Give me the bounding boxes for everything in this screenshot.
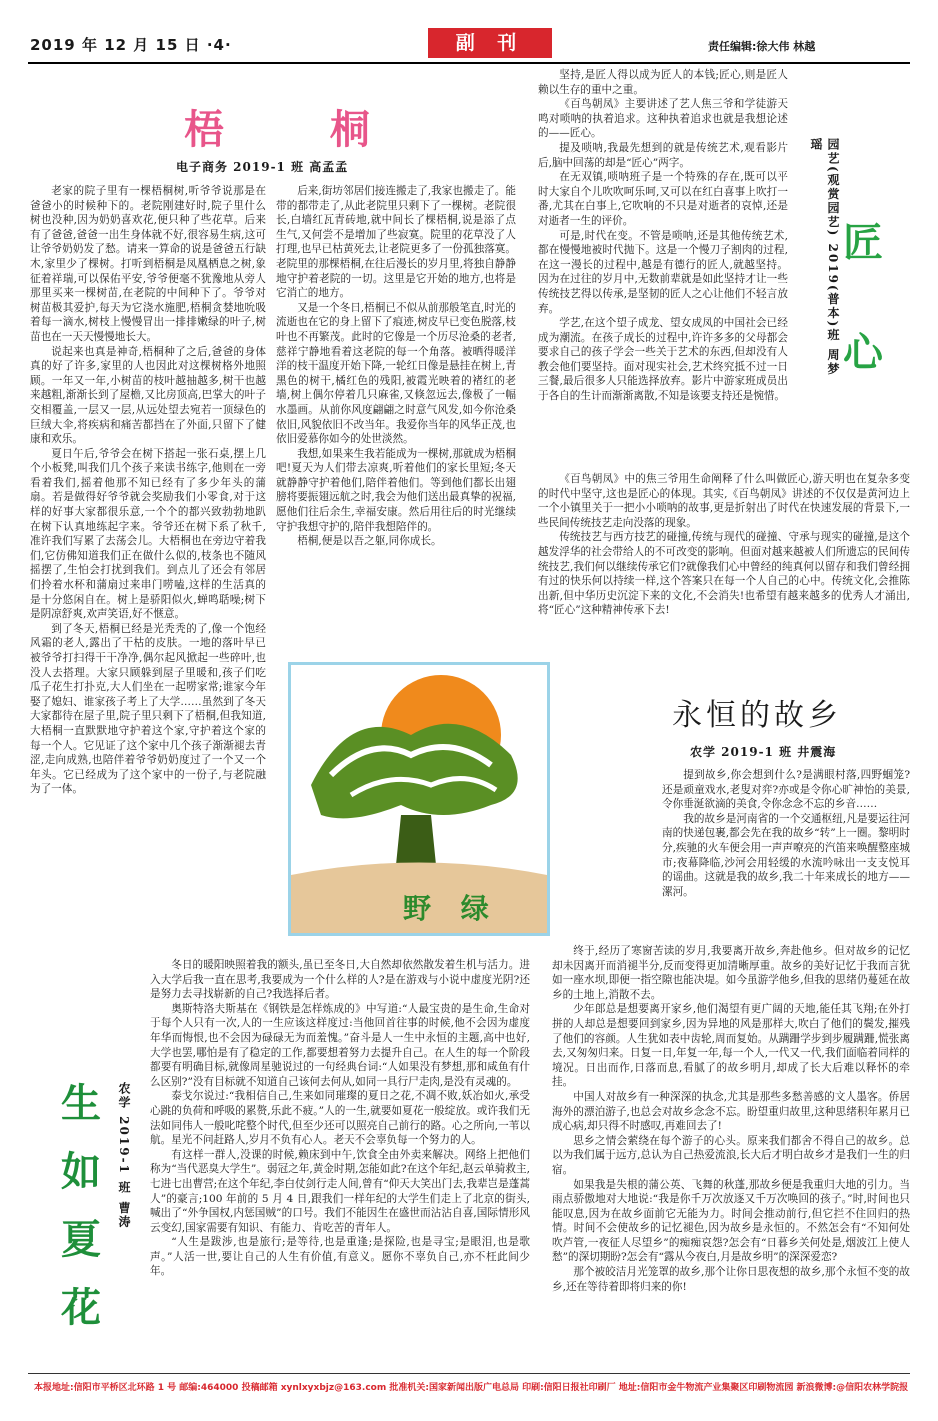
paragraph: 在无双镇,唢呐班子是一个特殊的存在,既可以平时大家自个儿吹吹呵乐呵,又可以在红白喜事上吹打一番,尤其在白事上,它吹响的不只是对逝者的哀悼,还是对逝者一生的评价。 [538,171,788,227]
paragraph: 梧桐,便是以吾之躯,同你成长。 [297,535,442,548]
paragraph: 那个被皎洁月光笼罩的故乡,那个让你日思夜想的故乡,那个永恒不变的故乡,还在等待着即将归来的你! [552,1266,910,1293]
paragraph: 中国人对故乡有一种深深的执念,尤其是那些多愁善感的文人墨客。侨居海外的漂泊游子,也总会对故乡念念不忘。盼望重归故里,这种思绪积年累月已成心病,却只得不时感叹,再难回去了! [552,1090,910,1133]
paragraph: 学艺,在这个望子成龙、望女成凤的中国社会已经成为潮流。在孩子成长的过程中,许许多多的父母都会要求自己的孩子学会一些关于艺术的东西,但却没有人教会他们要坚持。面对现实社会,艺术终究抵不过一日三餐,最后很多人只能选择放弃。影片中游家班成员出于各自的生计而渐渐离散,不知是该要支持还是惋惜。 [538,317,788,403]
footer-rule [28,1373,910,1374]
paragraph: 泰戈尔说过:“我相信自己,生来如同璀璨的夏日之花,不凋不败,妖冶如火,承受心跳的负荷和呼吸的累赘,乐此不疲。”人的一生,就要如夏花一般绽放。或许我们无法如同伟人一般叱咤整个时代,但至少还可以照亮自己前行的路。心之所向,一苇以航。星光不问赶路人,岁月不负有心人。老天不会辜负每一个努力的人。 [150,1090,530,1147]
illustration-caption: 野 绿 [403,892,499,925]
paragraph: 到了冬天,梧桐已经是光秃秃的了,像一个饱经风霜的老人,露出了干枯的皮肤。一地的落叶早已被爷爷打扫得干干净净,偶尔起风掀起一些碎叶,也没人去搭理。大家只顾躲到屋子里暖和,孩子们吃瓜子花生打扑克,大人们坐在一起唠家常;谁家今年娶了媳妇、谁家孩子考上了大学……虽然到了冬天大家都待在屋子里,院子里只剩下了梧桐,但我知道,大梧桐一直默默地守护着这个家,守护着这个家的每一个人。它见证了这个家中几个孩子渐渐褪去青涩,走向成熟,也陪伴着爷爷奶奶度过了一个又一个年头。它已经成为了这个家中的一份子,与老院融为了一体。 [30,622,266,796]
article-xiahua-body [150,958,530,1279]
footer-info: 本报地址:信阳市平桥区北环路 1 号 邮编:464000 投稿邮箱 xynlxyxbjz@163.com 批准机关:国家新闻出版广电总局 印刷:信阳日报社印刷厂 地址:信阳市金牛物流产业集聚区印刷物流园 新浪微博:@信阳农林学院报 [34,1383,909,1393]
article-jiangxin-byline: 园艺(观赏园艺) 2019(普本)班 周梦瑶 [809,138,840,377]
article-guxiang-top [662,768,910,899]
paragraph: 我想,如果来生我若能成为一棵树,那就成为梧桐吧!夏天为人们带去凉爽,听着他们的家长里短;冬天就静静守护着他们,陪伴着他们。等到他们都长出翅膀将要振翅远航之时,我会为他们送出最真挚的祝福,愿他们往后余生,幸福安康。然后用往后的时光继续守护我想守护的,陪伴我想陪伴的。 [276,447,516,533]
article-wutong-col1 [30,184,266,797]
paragraph: 《百鸟朝凤》中的焦三爷用生命阐释了什么叫做匠心,游天明也在复杂多变的时代中坚守,这也是匠心的体现。其实,《百鸟朝凤》讲述的不仅仅是黄河边上一个小镇里关于一把小小唢呐的故事,更是折射出了时代在快速发展的背景下,一些民间传统技艺走向没落的现象。 [538,473,910,529]
paragraph: 终于,经历了寒窗苦读的岁月,我要离开故乡,奔赴他乡。但对故乡的记忆却未因离开而消褪半分,反而变得更加清晰厚重。故乡的美好记忆于我而言犹如一座水坝,即便一指空隙也能决堤。如今虽游学他乡,但我的思绪仍蔓延在故乡的土地上,消散不去。 [552,945,910,1001]
paragraph: 少年郎总是想要离开家乡,他们渴望有更广阔的天地,能任其飞翔;在外打拼的人却总是想要回到家乡,因为异地的风是那样大,吹白了他们的鬓发,摧残了他们的容颜。人生犹如表中齿轮,周而复始。从蹒跚学步到步履蹒跚,慌张离去,又匆匆归来。日复一日,年复一年,每一个人,一代又一代,我们面临着同样的境况。日出而作,日落而息,看腻了的故乡明月,却成了长大后难以释怀的牵挂。 [552,1003,910,1089]
paragraph: 《百鸟朝凤》主要讲述了艺人焦三爷和学徒游天鸣对唢呐的执着追求。这种执着追求也就是我想论述的——匠心。 [538,98,788,140]
article-wutong-title: 梧 桐 [184,107,416,153]
article-wutong-byline: 电子商务 2019-1 班 高孟孟 [176,160,349,174]
paragraph: 老家的院子里有一棵梧桐树,听爷爷说那是在爸爸小的时候种下的。老院刚建好时,院子里什么树也没种,因为奶奶喜欢花,便只种了些花草。后来有了爸爸,爸爸一出生身体就不好,很容易生病,这可让爷爷奶奶发了愁。请来一算命的说是爸爸五行缺木,家里少了棵树。打听到梧桐是凤凰栖息之树,象征着祥瑞,可以保佑平安,爷爷便毫不犹豫地从旁人那里买来一棵树苗,在老院的中间种下了。爷爷对树苗极其爱护,每天为它浇水施肥,梧桐贪婪地吮吸着每一滴水,树枝上慢慢冒出一排排嫩绿的叶子,树苗也在一天天慢慢地长大。 [30,185,266,343]
paragraph: 思乡之情会萦绕在每个游子的心头。原来我们都舍不得自己的故乡。总以为我们属于远方,总认为自己热爱流浪,长大后才明白故乡才是我们一生的归宿。 [552,1134,910,1176]
paragraph: 冬日的暖阳映照着我的额头,虽已至冬日,大自然却依然散发着生机与活力。进入大学后我一直在思考,我要成为一个什么样的人?是在游戏与小说中虚度光阴?还是努力去寻找崭新的自己?我选择后者。 [150,959,530,1001]
article-guxiang-title: 永恒的故乡 [672,698,842,733]
paragraph: 如果我是失根的蒲公英、飞舞的秋蓬,那故乡便是我重归大地的引力。当雨点骄傲地对大地说:“我是你千万次放逐又千万次唤回的孩子。”时,时间也只能叹息,因为在故乡面前它无能为力。时间会推动前行,但它拦不住回归的热情。时间不会使故乡的记忆褪色,因为故乡是永恒的。不然怎会有“不知何处吹芦管,一夜征人尽望乡”的痴痴哀怨?怎会有“日暮乡关何处是,烟波江上使人愁”的深切期盼?怎会有“露从今夜白,月是故乡明”的深深爱恋? [552,1178,910,1264]
article-jiangxin-top [538,68,788,404]
paragraph: 提及唢呐,我最先想到的就是传统艺术,观看影片后,脑中回荡的却是“匠心”两字。 [538,141,788,169]
article-guxiang-wide [552,944,910,1294]
section-title: 副 刊 [428,28,552,58]
article-jiangxin-wide [538,472,910,618]
article-wutong-col2 [276,184,516,549]
header-rule [28,62,910,64]
paragraph: 后来,街坊邻居们接连搬走了,我家也搬走了。能带的都带走了,从此老院里只剩下了一棵树。老院很长,白墙红瓦青砖地,就中间长了棵梧桐,说是添了点生气,又何尝不是增加了些寂寞。院里的花草没了人打理,也早已枯黄死去,让老院更多了一份孤独落寞。老院里的那棵梧桐,在往后漫长的岁月里,将独自静静地守护着老院的一切。这里是它开始的地方,也将是它消亡的地方。 [276,185,516,300]
paragraph: 又是一个冬日,梧桐已不似从前那般笔直,时光的流逝也在它的身上留下了痕迹,树皮早已变色脱落,枝叶也不再繁茂。此时的它像是一个历尽沧桑的老者,慈祥宁静地看着这老院的每一个角落。被晒得暖洋洋的枝干温度开始下降,一轮红日像是悬挂在树上,青黑色的树干,橘红色的残阳,被霞光映着的褚红的老墙,树上偶尔停着几只麻雀,又倏忽远去,像极了一幅水墨画。从前你风度翩翩之时意气风发,如今你沧桑依旧,风貌依旧不改当年。我爱你当年的风华正茂,也依旧爱慕你如今的处世淡然。 [276,301,516,446]
paragraph: “人生是跋涉,也是旅行;是等待,也是重逢;是探险,也是寻宝;是眼泪,也是歌声。”人活一世,要让自己的人生有价值,有意义。愿你不辜负自己,亦不枉此间少年。 [150,1236,530,1278]
paragraph: 传统技艺与西方技艺的碰撞,传统与现代的碰撞、守承与现实的碰撞,是这个越发浮华的社会带给人的不可改变的影响。但面对越来越被人们所遗忘的民间传统技艺,我们何以继续传承它们?就像我们心中曾经的纯真何以留存和我们曾经拥有过的快乐何以持续一样,这个答案只在每一个人自己的心中。传统文化,会推陈出新,但中华历史沉淀下来的文化,不会消失!也希望有越来越多的优秀人才涌出,将“匠心”这种精神传承下去! [538,531,910,617]
article-xiahua-byline: 农学 2019-1 班 曹涛 [117,1082,131,1230]
paragraph: 提到故乡,你会想到什么?是满眼村落,四野蝈笼?还是顽童戏水,老叟对弈?亦或是令你心旷神怡的美景,令你垂涎欲滴的美食,令你念念不忘的乡音…… [662,769,910,811]
article-jiangxin-title: 匠 心 [843,220,883,376]
article-guxiang-byline: 农学 2019-1 班 井震海 [690,745,837,759]
tree-illustration [288,662,550,936]
paragraph: 奥斯特洛夫斯基在《钢铁是怎样炼成的》中写道:“人最宝贵的是生命,生命对于每个人只有一次,人的一生应该这样度过:当他回首往事的时候,他不会因为虚度年华而悔恨,也不会因为碌碌无为而羞愧。”奋斗是人一生中永恒的主题,高中也好,大学也罢,哪怕是有了稳定的工作,都要想着努力去提升自己。在人生的每一个阶段都要有明确目标,就像周星驰说过的一句经典台词:“人如果没有梦想,那和咸鱼有什么区别?”没有目标就不知道自己该何去何从,如同一具行尸走肉,是没有灵魂的。 [150,1002,530,1088]
paragraph: 我的故乡是河南省的一个交通枢纽,凡是要运往河南的快递包裹,都会先在我的故乡“转”上一圈。黎明时分,疾驰的火车便会用一声声嘹亮的汽笛来唤醒整座城市;夜幕降临,沙河会用轻缓的水流吟咏出一支支悦耳的谣曲。这就是我的故乡,我二十年来成长的地方——漯河。 [662,812,910,898]
paragraph: 有这样一群人,没课的时候,赖床到中午,饮食全由外卖来解决。网络上把他们称为“当代恶臭大学生”。弱冠之年,黄金时期,怎能如此?在这个年纪,赵云单骑救主,七进七出曹营;在这个年纪,李白仗剑行走人间,曾有“仰天大笑出门去,我辈岂是蓬蒿人”的豪言;100 年前的 5 月 4 日,跟我们一样年纪的大学生们走上了北京的街头,喊出了“外争国权,内惩国贼”的口号。我们不能因生在盛世而沾沾自喜,国际情形风云变幻,国家需要有知识、有能力、肯吃苦的青年人。 [150,1148,530,1234]
article-xiahua-title: 生如夏花 [61,1081,101,1331]
paragraph: 说起来也真是神奇,梧桐种了之后,爸爸的身体真的好了许多,家里的人也因此对这棵树格外地照顾。一年又一年,小树苗的枝叶越抽越多,树干也越来越粗,渐渐长到了屋檐,又比房顶高,巴掌大的叶子交相覆盖,一层又一层,从远处望去宛若一顶绿色的巨绒大伞,将疾病和痛苦都挡在了外面,只留下了健康和欢乐。 [30,345,266,446]
paragraph: 坚持,是匠人得以成为匠人的本钱;匠心,则是匠人赖以生存的重中之重。 [538,69,788,96]
issue-date: 2019 年 12 月 15 日 ·4· [30,36,232,54]
editor-credit: 责任编辑:徐大伟 林越 [708,40,816,53]
paragraph: 夏日午后,爷爷会在树下搭起一张石桌,摆上几个小板凳,叫我们几个孩子来读书练字,他则在一旁看着我们,摇着他那不知已经有了多少年头的蒲扇。若是做得好爷爷就会奖励我们小零食,对于这样的好事大家都很乐意,一个个的都兴致勃勃地趴在树下认真地练起字来。爷爷还在树下系了秋千,准许我们写累了去荡会儿。大梧桐也在旁边守着我们,它仿佛知道我们正在做什么似的,枝条也不随风摇摆了,生怕会打扰到我们。到点儿了还会有邻居们拎着水杯和蒲扇过来串门唠嗑,这样的生活真的是十分悠闲自在。树上是骄阳似火,蝉鸣聒噪;树下是阴凉舒爽,欢声笑语,好不惬意。 [30,447,266,621]
paragraph: 可是,时代在变。不管是唢呐,还是其他传统艺术,都在慢慢地被时代抛下。这是一个慢刀子割肉的过程,在这一漫长的过程中,越是有德行的匠人,就越坚持。因为在过往的岁月中,无数前辈就是如此坚持才让一些传统技艺得以传承,是坚韧的匠人之心让他们不轻言放弃。 [538,229,788,315]
